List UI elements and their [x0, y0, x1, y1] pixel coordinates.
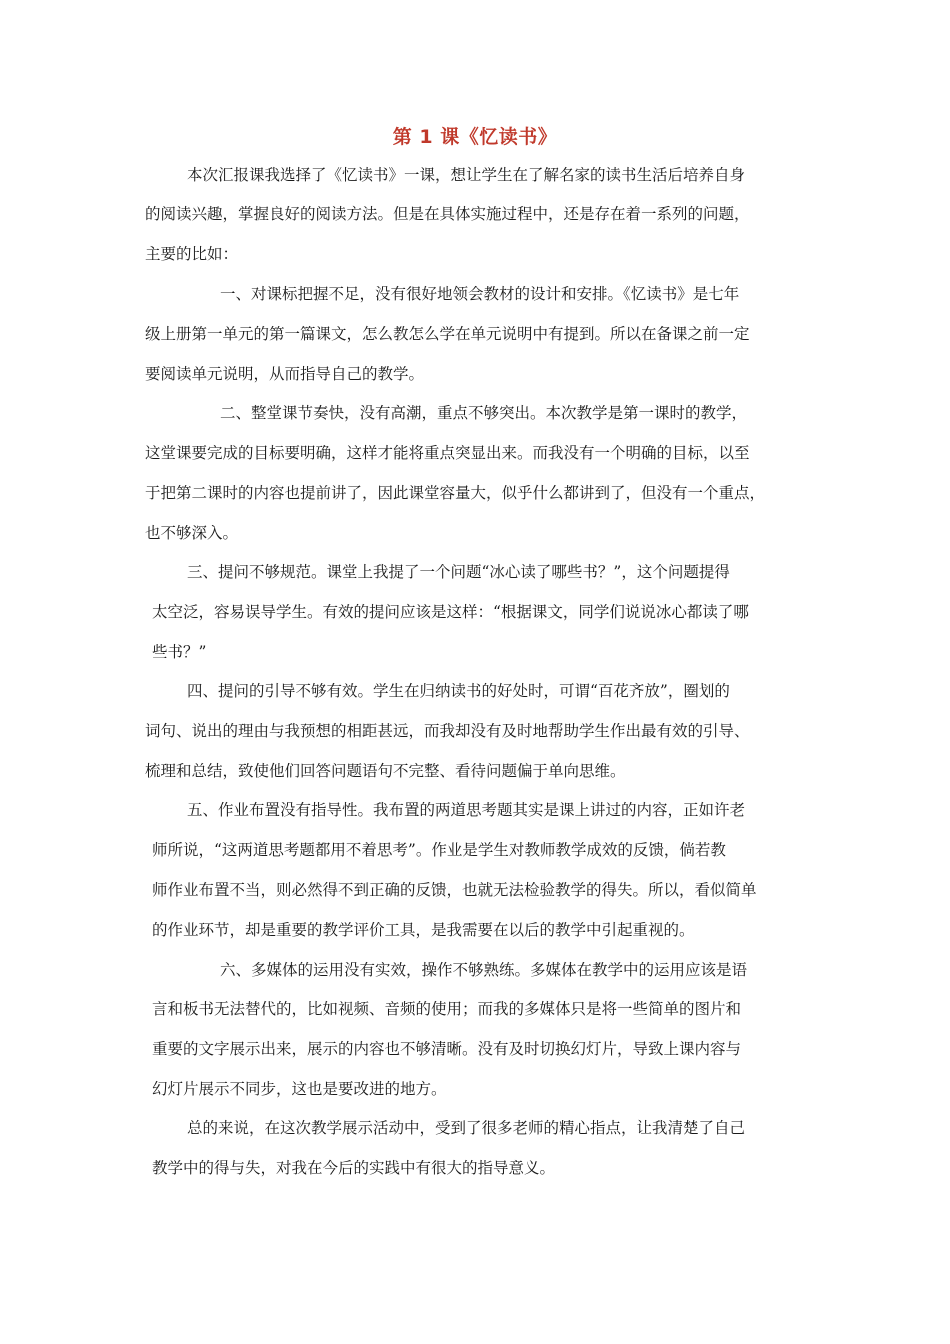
paragraph-line: 五、作业布置没有指导性。我布置的两道思考题其实是课上讲过的内容，正如许老: [187, 801, 746, 819]
paragraph-line: 于把第二课时的内容也提前讲了，因此课堂容量大，似乎什么都讲到了，但没有一个重点，: [145, 484, 766, 502]
paragraph-line: 词句、说出的理由与我预想的相距甚远，而我却没有及时地帮助学生作出最有效的引导、: [145, 722, 750, 740]
paragraph-line: 重要的文字展示出来，展示的内容也不够清晰。没有及时切换幻灯片，导致上课内容与: [152, 1040, 742, 1058]
document-title: 第 1 课《忆读书》: [392, 126, 558, 148]
paragraph-line: 梳理和总结，致使他们回答问题语句不完整、看待问题偏于单向思维。: [145, 762, 626, 780]
paragraph-line: 的作业环节，却是重要的教学评价工具，是我需要在以后的教学中引起重视的。: [152, 921, 695, 939]
paragraph-line: 太空泛，容易误导学生。有效的提问应该是这样：“根据课文，同学们说说冰心都读了哪: [152, 603, 749, 621]
paragraph-line: 这堂课要完成的目标要明确，这样才能将重点突显出来。而我没有一个明确的目标，以至: [145, 444, 750, 462]
paragraph-line: 六、多媒体的运用没有实效，操作不够熟练。多媒体在教学中的运用应该是语: [220, 961, 748, 979]
paragraph-line: 师作业布置不当，则必然得不到正确的反馈，也就无法检验教学的得失。所以，看似简单: [152, 881, 757, 899]
paragraph-line: 一、对课标把握不足，没有很好地领会教材的设计和安排。《忆读书》是七年: [220, 285, 740, 303]
paragraph-line: 总的来说，在这次教学展示活动中，受到了很多老师的精心指点，让我清楚了自己: [187, 1119, 746, 1137]
paragraph-line: 言和板书无法替代的，比如视频、音频的使用；而我的多媒体只是将一些简单的图片和: [152, 1000, 742, 1018]
paragraph-line: 师所说，“这两道思考题都用不着思考”。作业是学生对教师教学成效的反馈，倘若教: [152, 841, 726, 859]
paragraph-line: 教学中的得与失，对我在今后的实践中有很大的指导意义。: [152, 1159, 556, 1177]
paragraph-line: 二、整堂课节奏快，没有高潮，重点不够突出。本次教学是第一课时的教学，: [220, 404, 748, 422]
paragraph-line: 也不够深入。: [145, 524, 239, 542]
paragraph-line: 三、提问不够规范。课堂上我提了一个问题“冰心读了哪些书？”，这个问题提得: [187, 563, 730, 581]
paragraph-line: 些书？”: [152, 643, 207, 661]
paragraph-line: 的阅读兴趣，掌握良好的阅读方法。但是在具体实施过程中，还是存在着一系列的问题，: [145, 205, 750, 223]
paragraph-line: 要阅读单元说明，从而指导自己的教学。: [145, 365, 425, 383]
paragraph-line: 幻灯片展示不同步，这也是要改进的地方。: [152, 1080, 447, 1098]
paragraph-line: 级上册第一单元的第一篇课文，怎么教怎么学在单元说明中有提到。所以在备课之前一定: [145, 325, 750, 343]
paragraph-line: 本次汇报课我选择了《忆读书》一课，想让学生在了解名家的读书生活后培养自身: [187, 166, 746, 184]
paragraph-line: 主要的比如：: [145, 245, 239, 263]
paragraph-line: 四、提问的引导不够有效。学生在归纳读书的好处时，可谓“百花齐放”，圈划的: [187, 682, 730, 700]
